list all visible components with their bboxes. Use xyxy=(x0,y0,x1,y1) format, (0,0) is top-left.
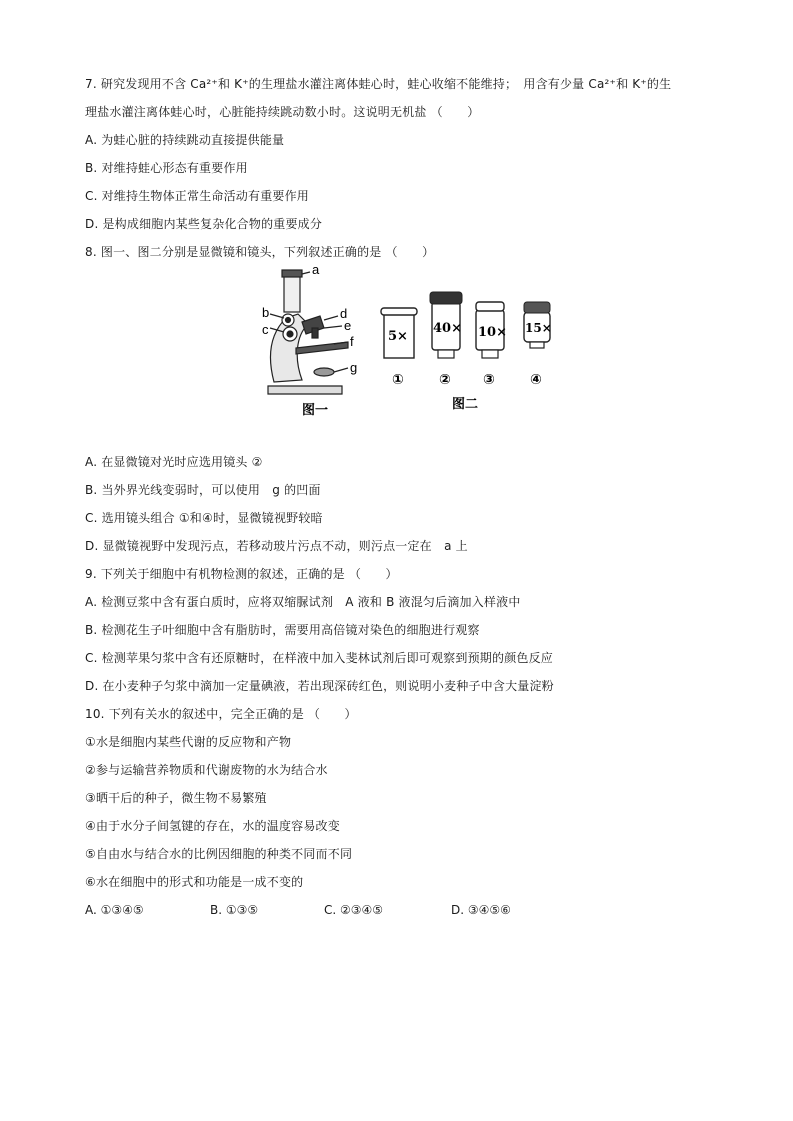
q7-option-d: D. 是构成细胞内某些复杂化合物的重要成分 xyxy=(85,217,323,231)
q10-option-c: C. ②③④⑤ xyxy=(324,903,384,917)
label-d: d xyxy=(340,306,348,321)
q7-option-b: B. 对维持蛙心形态有重要作用 xyxy=(85,161,248,175)
q10-item-1: ①水是细胞内某些代谢的反应物和产物 xyxy=(85,735,292,749)
q7-option-a: A. 为蛙心脏的持续跳动直接提供能量 xyxy=(85,133,285,147)
q10-option-a: A. ①③④⑤ xyxy=(85,903,144,917)
label-b: b xyxy=(262,305,270,320)
q8-option-b: B. 当外界光线变弱时，可以使用 g 的凹面 xyxy=(85,483,321,497)
label-f: f xyxy=(350,334,354,349)
q10-stem: 10. 下列有关水的叙述中，完全正确的是 （ ） xyxy=(85,707,357,721)
microscope-and-lens-figure xyxy=(262,262,562,422)
microscope-illustration xyxy=(268,270,348,394)
lens-1-mag: 5× xyxy=(388,329,408,344)
q7-option-c: C. 对维持生物体正常生命活动有重要作用 xyxy=(85,189,310,203)
q10-item-5: ⑤自由水与结合水的比例因细胞的种类不同而不同 xyxy=(85,847,353,861)
q10-item-4: ④由于水分子间氢键的存在，水的温度容易改变 xyxy=(85,819,340,833)
q8-figure xyxy=(262,262,562,422)
lens-2-number: ② xyxy=(439,372,451,388)
q8-option-c: C. 选用镜头组合 ①和④时，显微镜视野较暗 xyxy=(85,511,323,525)
q9-option-a: A. 检测豆浆中含有蛋白质时，应将双缩脲试剂 A 液和 B 液混匀后滴加入样液中 xyxy=(85,595,521,609)
label-e: e xyxy=(344,318,352,333)
lens-4-mag: 15× xyxy=(525,321,552,335)
q9-option-d: D. 在小麦种子匀浆中滴加一定量碘液，若出现深砖红色，则说明小麦种子中含大量淀粉 xyxy=(85,679,554,693)
q9-option-b: B. 检测花生子叶细胞中含有脂肪时，需要用高倍镜对染色的细胞进行观察 xyxy=(85,623,480,637)
label-g: g xyxy=(350,360,358,375)
lens-2-mag: 40× xyxy=(433,321,462,336)
q7-stem-line2: 理盐水灌注离体蛙心时，心脏能持续跳动数小时。这说明无机盐 （ ） xyxy=(85,105,480,119)
q7-stem-line1: 7. 研究发现用不含 Ca²⁺和 K⁺的生理盐水灌注离体蛙心时，蛙心收缩不能维持； 用含有少量 Ca²⁺和 K⁺的生 xyxy=(85,77,672,91)
label-a: a xyxy=(312,262,320,277)
label-c: c xyxy=(262,322,269,337)
q10-item-2: ②参与运输营养物质和代谢废物的水为结合水 xyxy=(85,763,328,777)
q9-option-c: C. 检测苹果匀浆中含有还原糖时，在样液中加入斐林试剂后即可观察到预期的颜色反应 xyxy=(85,651,554,665)
q9-stem: 9. 下列关于细胞中有机物检测的叙述，正确的是 （ ） xyxy=(85,567,398,581)
lens-3-number: ③ xyxy=(483,372,495,388)
lens-4-number: ④ xyxy=(530,372,542,388)
q10-option-b: B. ①③⑤ xyxy=(210,903,259,917)
lens-3-mag: 10× xyxy=(478,325,507,340)
q8-option-a: A. 在显微镜对光时应选用镜头 ② xyxy=(85,455,263,469)
q10-item-6: ⑥水在细胞中的形式和功能是一成不变的 xyxy=(85,875,304,889)
q10-item-3: ③晒干后的种子，微生物不易繁殖 xyxy=(85,791,267,805)
q10-option-d: D. ③④⑤⑥ xyxy=(451,903,511,917)
q8-option-d: D. 显微镜视野中发现污点，若移动玻片污点不动，则污点一定在 a 上 xyxy=(85,539,468,553)
figure2-caption: 图二 xyxy=(452,397,479,412)
figure1-caption: 图一 xyxy=(302,403,329,418)
lens-1-number: ① xyxy=(392,372,404,388)
q8-stem: 8. 图一、图二分别是显微镜和镜头，下列叙述正确的是 （ ） xyxy=(85,245,435,259)
